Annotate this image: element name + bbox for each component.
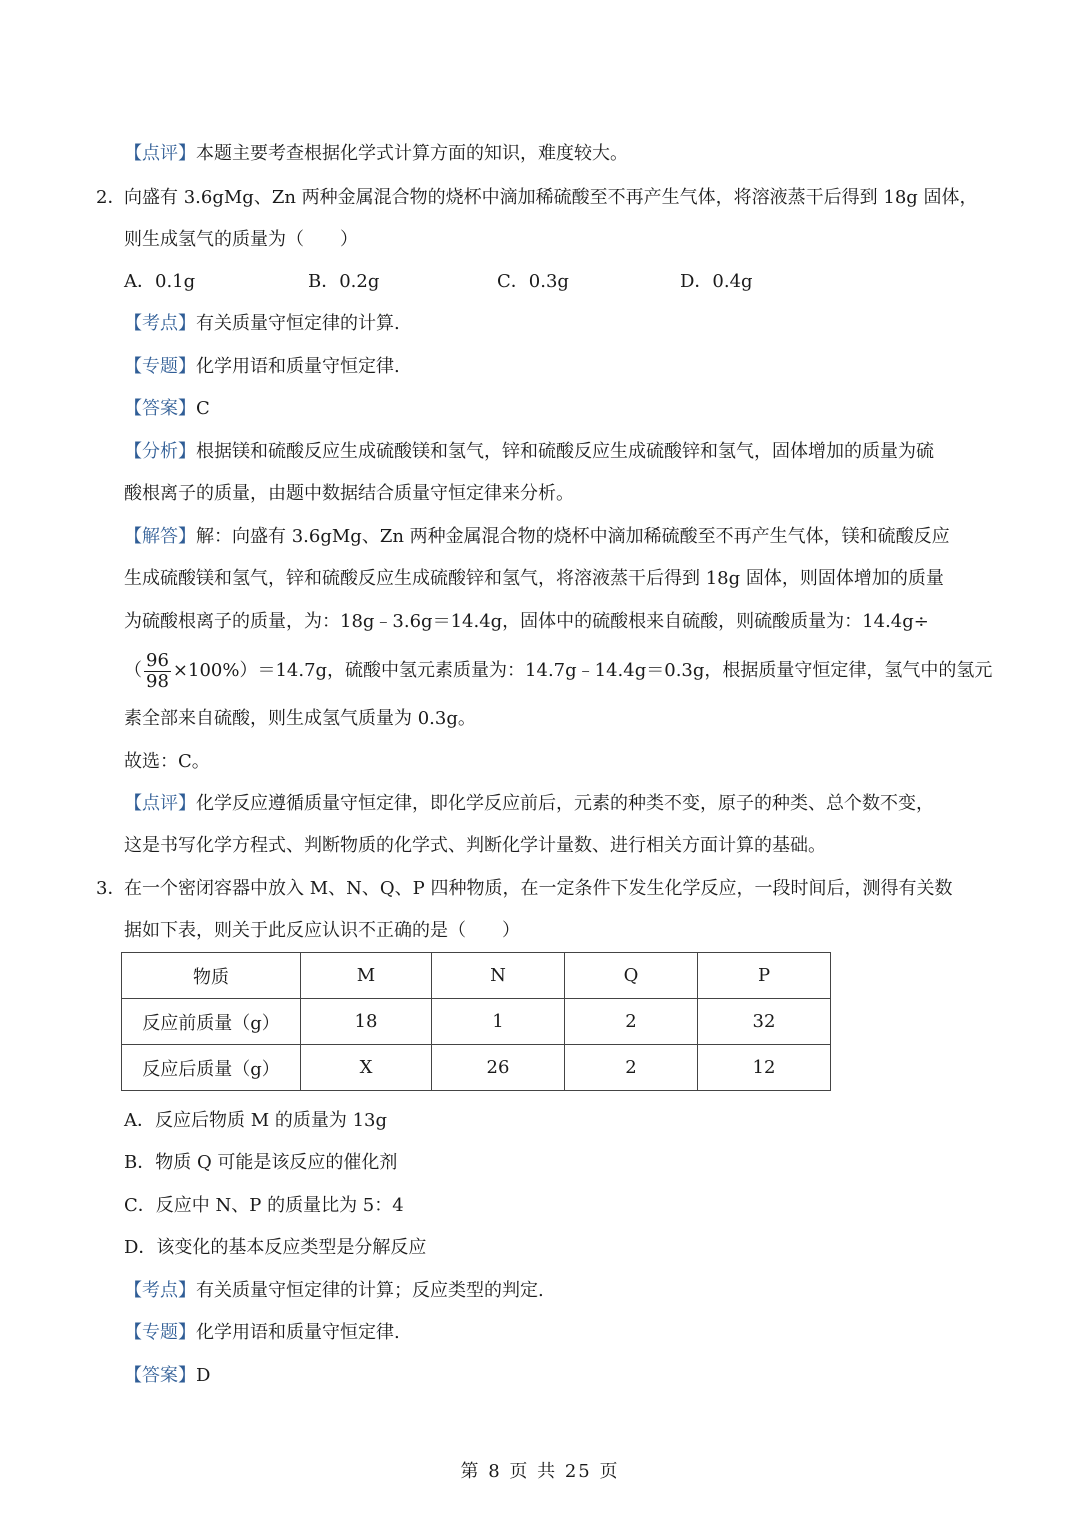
table-header: M xyxy=(301,953,432,999)
table-row xyxy=(122,999,831,1045)
q2-dianping-line1 xyxy=(124,792,934,816)
q2-fenxi-line2: 酸根离子的质量，由题中数据结合质量守恒定律来分析。 xyxy=(124,483,574,504)
q2-option-c: C．0.3g xyxy=(497,271,569,292)
q2-zhuanti xyxy=(124,355,400,379)
q2-jieda-line3: 为硫酸根离子的质量，为：18g﹣3.6g＝14.4g，固体中的硫酸根来自硫酸，则硫酸质量为：14.4g÷ xyxy=(124,611,929,632)
q2-option-a: A．0.1g xyxy=(124,271,196,292)
q2-jieda-line4 xyxy=(124,648,992,694)
table-cell: 反应前质量（g） xyxy=(122,999,301,1045)
fraction xyxy=(144,651,171,692)
q2-dianping-line2: 这是书写化学方程式、判断物质的化学式、判断化学计量数、进行相关方面计算的基础。 xyxy=(124,835,826,856)
table-header: 物质 xyxy=(122,953,301,999)
q3-zhuanti xyxy=(124,1321,400,1345)
table-cell: 1 xyxy=(432,999,565,1045)
q2-answer xyxy=(124,397,210,421)
table-cell: X xyxy=(301,1045,432,1091)
kaodian-tag: 【考点】 xyxy=(124,1280,196,1301)
question-3-stem-line1: 在一个密闭容器中放入 M、N、Q、P 四种物质，在一定条件下发生化学反应，一段时间后，测得有关数 xyxy=(124,878,953,899)
q2-kaodian xyxy=(124,312,400,336)
kaodian-tag: 【考点】 xyxy=(124,313,196,334)
table-cell: 18 xyxy=(301,999,432,1045)
answer-tag: 【答案】 xyxy=(124,398,196,419)
zhuanti-tag: 【专题】 xyxy=(124,1322,196,1343)
table-header: P xyxy=(698,953,831,999)
top-comment xyxy=(124,142,628,166)
table-cell: 32 xyxy=(698,999,831,1045)
table-header: N xyxy=(432,953,565,999)
line4-rest: ×100%）＝14.7g，硫酸中氢元素质量为：14.7g﹣14.4g＝0.3g，根据质量守恒定律，氢气中的氢元 xyxy=(172,660,993,681)
zhuanti-text: 化学用语和质量守恒定律. xyxy=(196,1322,400,1343)
table-row xyxy=(122,1045,831,1091)
q3-option-c: C．反应中 N、P 的质量比为 5：4 xyxy=(124,1195,404,1216)
comment-tag: 【点评】 xyxy=(124,143,196,164)
q3-option-a: A．反应后物质 M 的质量为 13g xyxy=(124,1110,388,1131)
question-2-number: 2． xyxy=(96,187,126,208)
answer-tag: 【答案】 xyxy=(124,1365,196,1386)
q2-option-d: D．0.4g xyxy=(680,271,753,292)
table-header-row xyxy=(122,953,831,999)
table-cell: 2 xyxy=(565,1045,698,1091)
q3-answer xyxy=(124,1364,210,1388)
page-footer: 第 8 页 共 25 页 xyxy=(460,1461,620,1482)
kaodian-text: 有关质量守恒定律的计算；反应类型的判定. xyxy=(196,1280,544,1301)
fraction-numerator: 96 xyxy=(146,649,169,671)
comment-text: 本题主要考查根据化学式计算方面的知识，难度较大。 xyxy=(196,143,628,164)
open-paren: （ xyxy=(124,660,142,681)
fenxi-text: 根据镁和硫酸反应生成硫酸镁和氢气，锌和硫酸反应生成硫酸锌和氢气，固体增加的质量为硫 xyxy=(196,441,934,462)
table-cell: 12 xyxy=(698,1045,831,1091)
question-2-stem-line1: 向盛有 3.6gMg、Zn 两种金属混合物的烧杯中滴加稀硫酸至不再产生气体，将溶液蒸干后得到 18g 固体， xyxy=(124,187,978,208)
q3-kaodian xyxy=(124,1279,544,1303)
q2-jieda-line2: 生成硫酸镁和氢气，锌和硫酸反应生成硫酸锌和氢气，将溶液蒸干后得到 18g 固体，则固体增加的质量 xyxy=(124,568,944,589)
q2-jieda-line1 xyxy=(124,525,950,549)
question-3-number: 3． xyxy=(96,878,126,899)
q2-guxuan: 故选：C。 xyxy=(124,751,210,772)
q2-fenxi-line1 xyxy=(124,440,934,464)
zhuanti-tag: 【专题】 xyxy=(124,356,196,377)
jieda-tag: 【解答】 xyxy=(124,526,196,547)
fraction-denominator: 98 xyxy=(146,670,169,692)
question-2-stem-line2: 则生成氢气的质量为（ ） xyxy=(124,229,358,250)
zhuanti-text: 化学用语和质量守恒定律. xyxy=(196,356,400,377)
answer-text: D xyxy=(196,1365,211,1386)
q3-option-b: B．物质 Q 可能是该反应的催化剂 xyxy=(124,1152,398,1173)
table-cell: 反应后质量（g） xyxy=(122,1045,301,1091)
table-header: Q xyxy=(565,953,698,999)
fenxi-tag: 【分析】 xyxy=(124,441,196,462)
question-3-stem-line2: 据如下表，则关于此反应认识不正确的是（ ） xyxy=(124,920,520,941)
mass-table xyxy=(121,952,831,1091)
dianping-tag: 【点评】 xyxy=(124,793,196,814)
answer-text: C xyxy=(196,398,210,419)
q2-option-b: B．0.2g xyxy=(308,271,380,292)
table-cell: 26 xyxy=(432,1045,565,1091)
dianping-text: 化学反应遵循质量守恒定律，即化学反应前后，元素的种类不变，原子的种类、总个数不变， xyxy=(196,793,934,814)
q2-jieda-line5: 素全部来自硫酸，则生成氢气质量为 0.3g。 xyxy=(124,708,476,729)
jieda-text: 解：向盛有 3.6gMg、Zn 两种金属混合物的烧杯中滴加稀硫酸至不再产生气体，镁和硫酸反应 xyxy=(196,526,950,547)
kaodian-text: 有关质量守恒定律的计算. xyxy=(196,313,400,334)
q3-option-d: D．该变化的基本反应类型是分解反应 xyxy=(124,1237,427,1258)
table-cell: 2 xyxy=(565,999,698,1045)
